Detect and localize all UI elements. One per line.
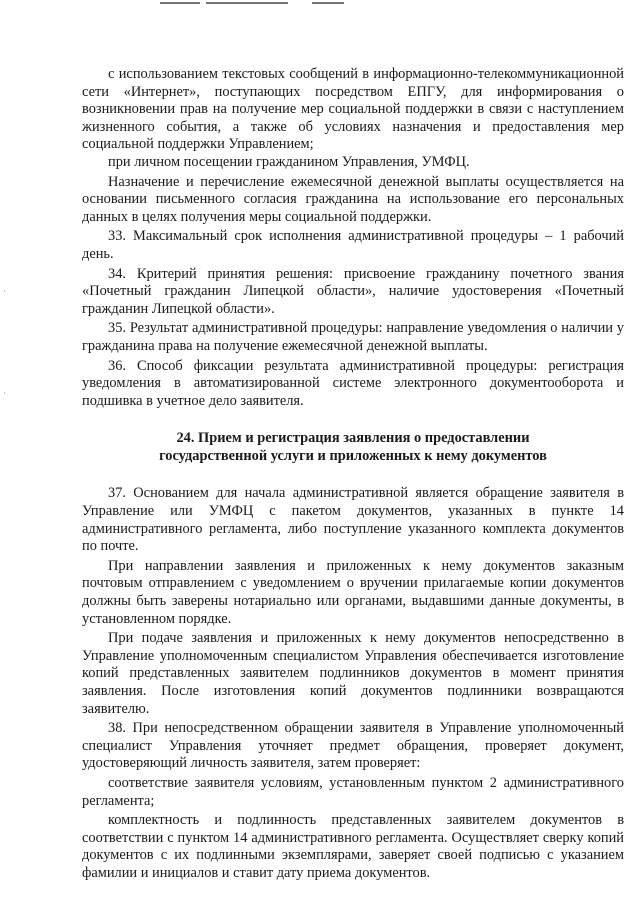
margin-mark: · <box>3 388 6 398</box>
section-heading-line1: 24. Прием и регистрация заявления о предоставлении <box>176 430 530 447</box>
paragraph: 38. При непосредственном обращении заявителя в Управление уполномоченный специалист Управления уточняет предмет обращения, проверяет документ, удостоверяющий личность заявителя, затем проверяет: <box>82 720 624 772</box>
paragraph: 34. Критерий принятия решения: присвоение гражданину почетного звания «Почетный гражданин Липецкой области», наличие удостоверения «Почетный гражданин Липецкой области». <box>82 265 624 317</box>
paragraph: с использованием текстовых сообщений в информационно-телекоммуникационной сети «Интернет», поступающих посредством ЕПГУ, для информирования о возникновении прав на получение мер социальной поддержки в связи с наступлением жизненного события, а также об условиях назначения и предоставления мер социальной поддержки Управлением; <box>82 66 624 153</box>
scan-artifact <box>160 2 200 4</box>
document-body <box>82 66 624 883</box>
paragraph: комплектность и подлинность представленных заявителем документов в соответствии с пунктом 14 административного регламента. Осуществляет сверку копий документов с их подлинными экземплярами, заверяет своей подписью с указанием фамилии и инициалов и ставит дату приема документов. <box>82 812 624 881</box>
paragraph: При направлении заявления и приложенных к нему документов заказным почтовым отправлением с уведомлением о вручении прилагаемые копии документов должны быть заверены нотариально или органами, выдавшими данные документы, в установленном порядке. <box>82 557 624 627</box>
paragraph: При подаче заявления и приложенных к нему документов непосредственно в Управление уполномоченным специалистом Управления обеспечивается изготовление копий представленных заявителем подлинников документов в момент принятия заявления. После изготовления копий документов подлинники возвращаются заявителю. <box>82 630 624 717</box>
scan-artifact <box>312 2 344 4</box>
paragraph: при личном посещении гражданином Управления, УМФЦ. <box>108 153 470 170</box>
scan-artifact <box>206 2 288 4</box>
margin-mark: · <box>3 286 6 296</box>
section-heading <box>82 430 624 465</box>
paragraph: 33. Максимальный срок исполнения административной процедуры – 1 рабочий день. <box>82 228 624 262</box>
paragraph: 36. Способ фиксации результата административной процедуры: регистрация уведомления в автоматизированной системе электронного документооборота и подшивка в учетное дело заявителя. <box>82 357 624 409</box>
paragraph: соответствие заявителя условиям, установленным пунктом 2 административного регламента; <box>82 774 624 809</box>
section-heading-line2: государственной услуги и приложенных к нему документов <box>159 447 547 464</box>
paragraph: 37. Основанием для начала административной является обращение заявителя в Управление или УМФЦ с пакетом документов, указанных в пункте 14 административного регламента, либо поступление указанного комплекта документов по почте. <box>82 485 624 555</box>
paragraph: 35. Результат административной процедуры: направление уведомления о наличии у гражданина права на получение ежемесячной денежной выплаты. <box>82 320 624 354</box>
paragraph: Назначение и перечисление ежемесячной денежной выплаты осуществляется на основании письменного согласия гражданина на использование его персональных данных в целях получения меры социальной поддержки. <box>82 173 624 225</box>
